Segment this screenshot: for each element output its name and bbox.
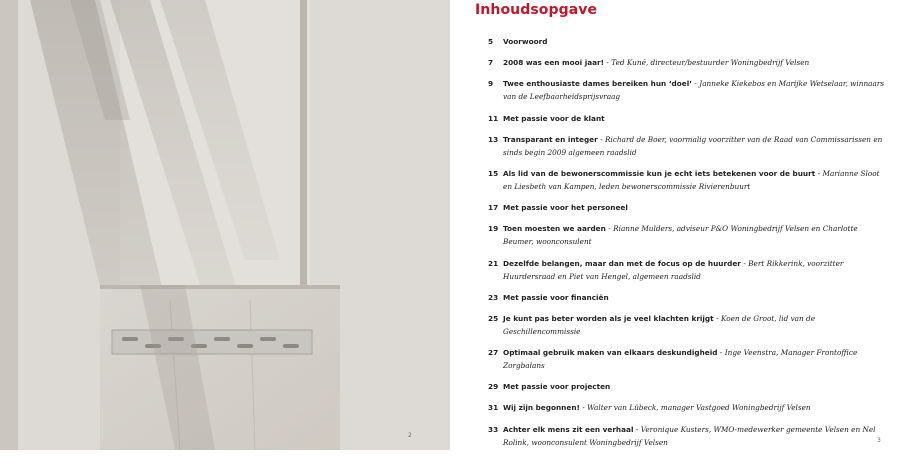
toc-entry[interactable] bbox=[488, 222, 888, 248]
toc-page-number: 19 bbox=[488, 224, 499, 234]
toc-page-number: 5 bbox=[488, 37, 494, 46]
toc-entry[interactable] bbox=[488, 133, 888, 159]
toc-separator: - bbox=[740, 258, 749, 268]
toc-entry-title: Met passie voor projecten bbox=[503, 382, 611, 392]
toc-page-number: 31 bbox=[488, 403, 499, 413]
toc-page-number: 7 bbox=[488, 58, 494, 68]
toc-entry-title: Toen moesten we aarden bbox=[503, 224, 606, 234]
concrete-photo bbox=[0, 0, 450, 450]
toc-list bbox=[488, 35, 888, 457]
toc-page-number: 15 bbox=[488, 168, 499, 178]
toc-separator: - bbox=[633, 424, 641, 434]
page-number-right: 3 bbox=[877, 437, 881, 444]
toc-entry-author: Bert Rikkerink, voorzitter Huurdersraad en Piet van Hengel, algemeen raadslid bbox=[503, 258, 844, 281]
toc-entry-title: Dezelfde belangen, maar dan met de focus op de huurder bbox=[503, 258, 741, 268]
toc-page-number: 27 bbox=[488, 348, 499, 358]
toc-entry-author: Janneke Kiekebos en Marijke Wetselaar, winnaars van de Leefbaarheidsprijsvraag bbox=[503, 79, 885, 102]
toc-separator: - bbox=[605, 224, 614, 234]
toc-separator: - bbox=[603, 58, 612, 68]
toc-separator: - bbox=[579, 403, 588, 413]
toc-entry-author: Marianne Sloot en Liesbeth van Kampen, leden bewonerscommissie Rivierenbuurt bbox=[503, 168, 880, 191]
cover-photo-page bbox=[0, 0, 450, 450]
toc-page-number: 11 bbox=[488, 113, 499, 123]
toc-page-number: 9 bbox=[488, 79, 494, 89]
toc-entry[interactable] bbox=[488, 167, 888, 193]
toc-entry-title: Met passie voor financiën bbox=[503, 292, 609, 302]
toc-entry-title: Je kunt pas beter worden als je veel klachten krijgt bbox=[503, 313, 714, 323]
toc-entry-author: Inge Veenstra, Manager Frontoffice Zorgbalans bbox=[503, 348, 858, 371]
toc-entry[interactable] bbox=[488, 257, 888, 283]
page-number-left: 2 bbox=[408, 432, 412, 439]
toc-entry-author: Richard de Boer, voormalig voorzitter van de Raad van Commissarissen en sinds begin 2009 algemeen raadslid bbox=[503, 134, 883, 157]
toc-entry[interactable] bbox=[488, 346, 888, 372]
toc-entry-title: Voorwoord bbox=[503, 37, 548, 46]
toc-page-number: 17 bbox=[488, 203, 499, 213]
toc-entry-title: Achter elk mens zit een verhaal bbox=[503, 424, 634, 434]
toc-page-number: 33 bbox=[488, 424, 499, 434]
toc-entry-author: Koen de Groot, lid van de Geschillencommissie bbox=[503, 313, 816, 336]
toc-entry-title: Twee enthousiaste dames bereiken hun ‘doel’ bbox=[503, 79, 692, 89]
toc-entry[interactable] bbox=[488, 56, 888, 69]
toc-page-number: 13 bbox=[488, 134, 499, 144]
toc-page-number: 29 bbox=[488, 382, 499, 392]
toc-entry[interactable] bbox=[488, 35, 888, 48]
toc-entry-title: Wij zijn begonnen! bbox=[503, 403, 580, 413]
toc-page bbox=[450, 0, 900, 450]
toc-separator: - bbox=[713, 313, 721, 323]
toc-entry-author: Walter van Lübeck, manager Vastgoed Woningbedrijf Velsen bbox=[587, 403, 811, 413]
toc-entry-author: Ted Kuné, directeur/bestuurder Woningbedrijf Velsen bbox=[611, 58, 810, 68]
toc-entry-title: Als lid van de bewonerscommissie kun je echt iets betekenen voor de buurt bbox=[503, 168, 816, 178]
toc-entry-title: Met passie voor het personeel bbox=[503, 203, 628, 213]
toc-entry-author: Rianne Mulders, adviseur P&O Woningbedrijf Velsen en Charlotte Beumer, woonconsulent bbox=[503, 224, 858, 247]
toc-entry-title: Met passie voor de klant bbox=[503, 113, 605, 123]
toc-separator: - bbox=[717, 348, 725, 358]
toc-entry[interactable] bbox=[488, 77, 888, 103]
toc-entry[interactable] bbox=[488, 112, 888, 125]
toc-page-number: 23 bbox=[488, 292, 499, 302]
toc-entry[interactable] bbox=[488, 291, 888, 304]
toc-separator: - bbox=[691, 79, 700, 89]
toc-entry-title: Optimaal gebruik maken van elkaars deskundigheid bbox=[503, 348, 718, 358]
toc-page-number: 25 bbox=[488, 313, 499, 323]
toc-entry-title: 2008 was een mooi jaar! bbox=[503, 58, 604, 68]
toc-title: Inhoudsopgave bbox=[475, 2, 598, 18]
toc-entry[interactable] bbox=[488, 423, 888, 449]
toc-separator: - bbox=[597, 134, 605, 144]
toc-separator: - bbox=[815, 168, 823, 178]
toc-entry[interactable] bbox=[488, 401, 888, 414]
toc-entry-author: Veronique Kusters, WMO-medewerker gemeente Velsen en Nel Rolink, woonconsulent Woningbedrijf Velsen bbox=[503, 424, 876, 447]
toc-entry-title: Transparant en integer bbox=[503, 134, 598, 144]
toc-entry[interactable] bbox=[488, 380, 888, 393]
toc-entry[interactable] bbox=[488, 201, 888, 214]
toc-entry[interactable] bbox=[488, 312, 888, 338]
toc-page-number: 21 bbox=[488, 258, 499, 268]
